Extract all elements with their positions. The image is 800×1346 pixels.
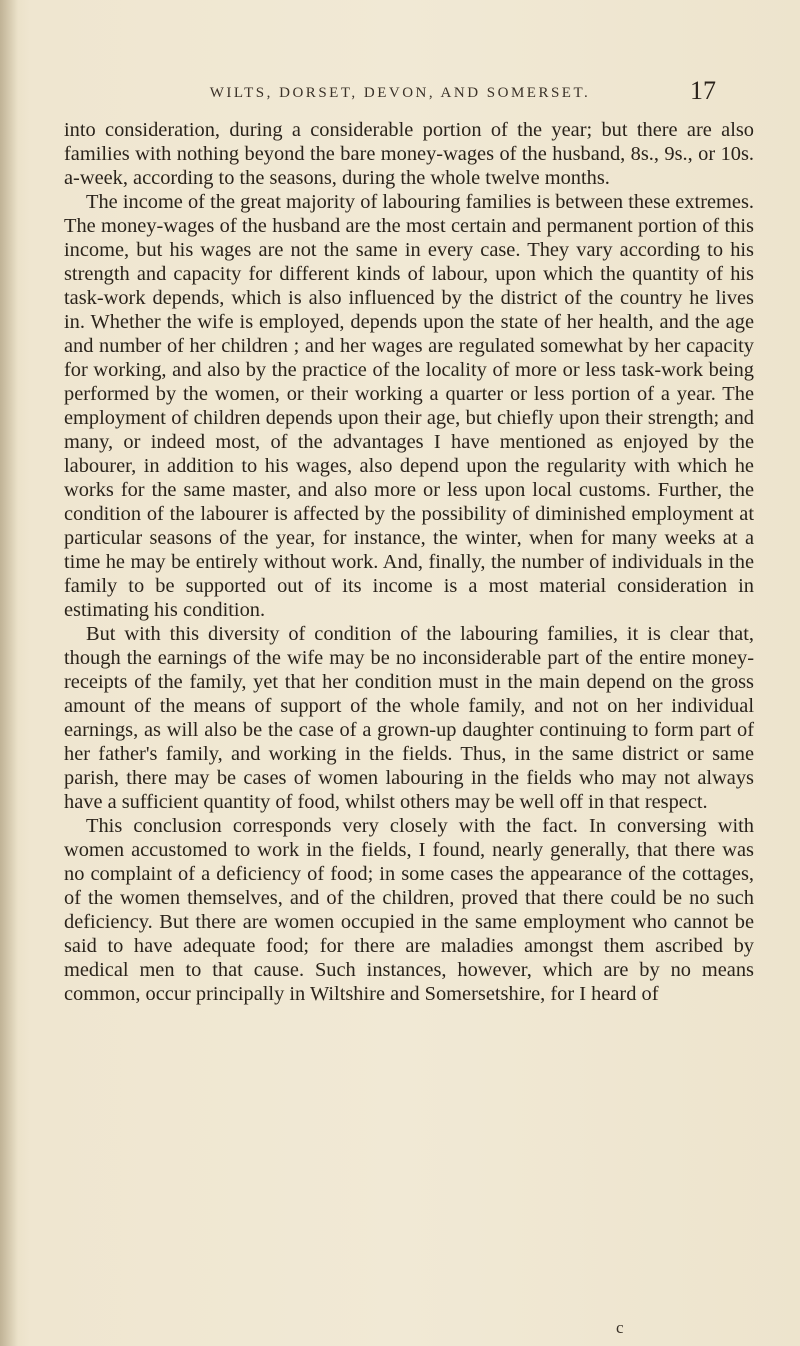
paragraph-continuation: into consideration, during a considerable portion of the year; but there are also families with nothing beyond the bare money-wages of the husband, 8s., 9s., or 10s. a-week, according to the seasons, during the whole twelve months. [64,119,754,189]
body-text [64,118,754,1006]
spine-shadow [0,0,18,1346]
paragraph: This conclusion corresponds very closely with the fact. In conversing with women accustomed to work in the fields, I found, nearly generally, that there was no complaint of a deficiency of food; in some cases the appearance of the cottages, of the women themselves, and of the children, proved that there could be no such deficiency. But there are women occupied in the same employment who cannot be said to have adequate food; for there are maladies amongst them ascribed by medical men to that cause. Such instances, however, which are by no means common, occur principally in Wiltshire and Somersetshire, for I heard of [64,815,754,1005]
signature-mark: c [616,1318,624,1337]
paragraph: But with this diversity of condition of the labouring families, it is clear that, though the earnings of the wife may be no inconsiderable part of the entire money-receipts of the family, yet that her condition must in the main depend on the gross amount of the means of support of the whole family, and not on her individual earnings, as will also be the case of a grown-up daughter continuing to form part of her father's family, and working in the fields. Thus, in the same district or same parish, there may be cases of women labouring in the fields who may not always have a sufficient quantity of food, whilst others may be well off in that respect. [64,623,754,813]
paragraph: The income of the great majority of labouring families is between these extremes. The money-wages of the husband are the most certain and permanent portion of this income, but his wages are not the same in every case. They vary according to his strength and capacity for different kinds of labour, upon which the quantity of his task-work depends, which is also influenced by the district of the country he lives in. Whether the wife is employed, depends upon the state of her health, and the age and number of her children ; and her wages are regulated somewhat by her capacity for working, and also by the practice of the locality of more or less task-work being performed by the women, or their working a quarter or less portion of a year. The employment of children depends upon their age, but chiefly upon their strength; and many, or indeed most, of the advantages I have mentioned as enjoyed by the labourer, in addition to his wages, also depend upon the regularity with which he works for the same master, and also more or less upon local customs. Further, the condition of the labourer is affected by the possibility of diminished employment at particular seasons of the year, for instance, the winter, when for many weeks at a time he may be entirely without work. And, finally, the number of individuals in the family to be supported out of its income is a most material consideration in estimating his condition. [64,191,754,621]
page-number: 17 [690,76,716,105]
running-head: WILTS, DORSET, DEVON, AND SOMERSET. [209,85,591,101]
